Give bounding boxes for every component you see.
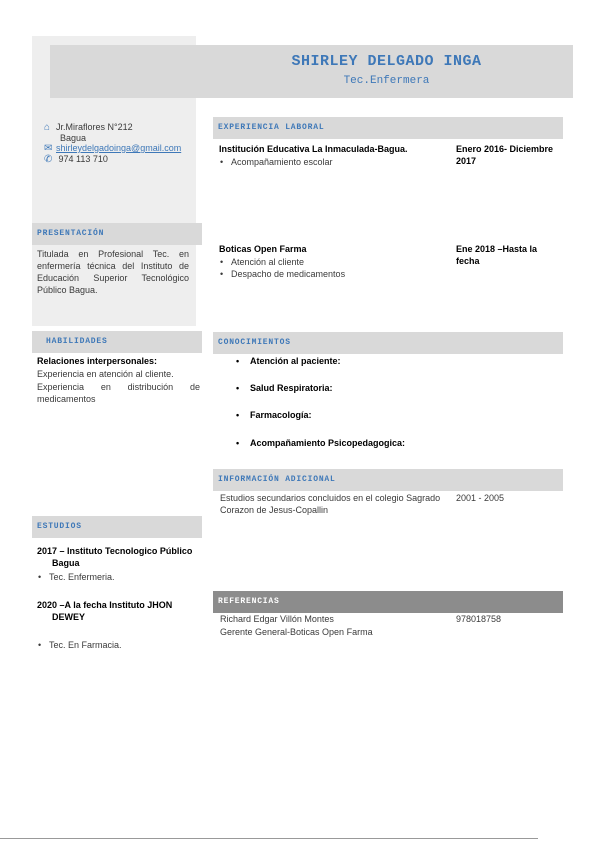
estudios-1-list — [37, 571, 197, 583]
section-referencias: REFERENCIAS — [213, 591, 563, 613]
info-adicional-text: Estudios secundarios concluidos en el colegio Sagrado Corazon de Jesus-Copallin — [220, 493, 441, 515]
estudios-2-list — [37, 639, 197, 651]
candidate-name: SHIRLEY DELGADO INGA — [291, 53, 482, 70]
list-item: • Acompañamiento Psicopedagogica: — [232, 437, 532, 449]
section-presentacion: PRESENTACIÓN — [32, 223, 202, 245]
candidate-role: Tec.Enfermera — [343, 75, 430, 87]
habilidades-title: Relaciones interpersonales: — [37, 356, 158, 366]
experience-2-org: Boticas Open Farma — [219, 244, 307, 254]
conocimientos-list — [232, 355, 532, 449]
home-icon: ⌂ — [44, 122, 51, 133]
experience-1-org: Institución Educativa La Inmaculada-Bagua. — [219, 144, 408, 154]
phone-number: 974 113 710 — [58, 154, 108, 164]
estudios-2-title: 2020 –A la fecha Instituto JHON — [37, 600, 173, 610]
section-estudios: ESTUDIOS — [32, 516, 202, 538]
info-adicional-years: 2001 - 2005 — [456, 493, 505, 503]
list-item: • Atención al paciente: — [232, 355, 532, 367]
list-item: • Atención al cliente — [219, 256, 449, 268]
experience-2-date: Ene 2018 –Hasta la fecha — [456, 244, 538, 266]
list-item: • Despacho de medicamentos — [219, 268, 449, 280]
habilidades-line2: Experiencia en distribución de medicamentos — [37, 382, 200, 404]
envelope-icon: ✉ — [44, 143, 53, 154]
address-line2: Bagua — [60, 133, 87, 143]
contact-block — [44, 122, 199, 165]
footer-divider — [0, 838, 538, 839]
habilidades-line1: Experiencia en atención al cliente. — [37, 369, 174, 379]
experience-1-date: Enero 2016- Diciembre 2017 — [456, 144, 554, 166]
estudios-1-title-line2: Bagua — [52, 558, 80, 568]
list-item: • Tec. Enfermeria. — [37, 571, 197, 583]
address-line1: Jr.Miraflores N°212 — [56, 122, 133, 132]
section-informacion: INFORMACIÓN ADICIONAL — [213, 469, 563, 491]
referencia-phone: 978018758 — [456, 614, 502, 624]
referencia-position: Gerente General-Boticas Open Farma — [220, 627, 373, 637]
whatsapp-icon: ✆ — [44, 154, 53, 165]
referencia-name: Richard Edgar Villón Montes — [220, 614, 334, 624]
list-item: • Acompañamiento escolar — [219, 156, 449, 168]
section-habilidades: HABILIDADES — [32, 331, 202, 353]
list-item: • Salud Respiratoria: — [232, 382, 532, 394]
estudios-2-title-line2: DEWEY — [52, 612, 86, 622]
estudios-1-title: 2017 – Instituto Tecnologico Público — [37, 546, 193, 556]
email-link[interactable]: shirleydelgadoinga@gmail.com — [56, 143, 182, 153]
section-conocimientos: CONOCIMIENTOS — [213, 332, 563, 354]
list-item: • Tec. En Farmacia. — [37, 639, 197, 651]
section-experiencia: EXPERIENCIA LABORAL — [213, 117, 563, 139]
experience-1-list — [219, 156, 449, 168]
list-item: • Farmacología: — [232, 409, 532, 421]
presentacion-text: Titulada en Profesional Tec. en enfermería técnica del Instituto de Educación Superior Tecnológico Público Bagua. — [37, 249, 189, 295]
experience-2-list — [219, 256, 449, 280]
